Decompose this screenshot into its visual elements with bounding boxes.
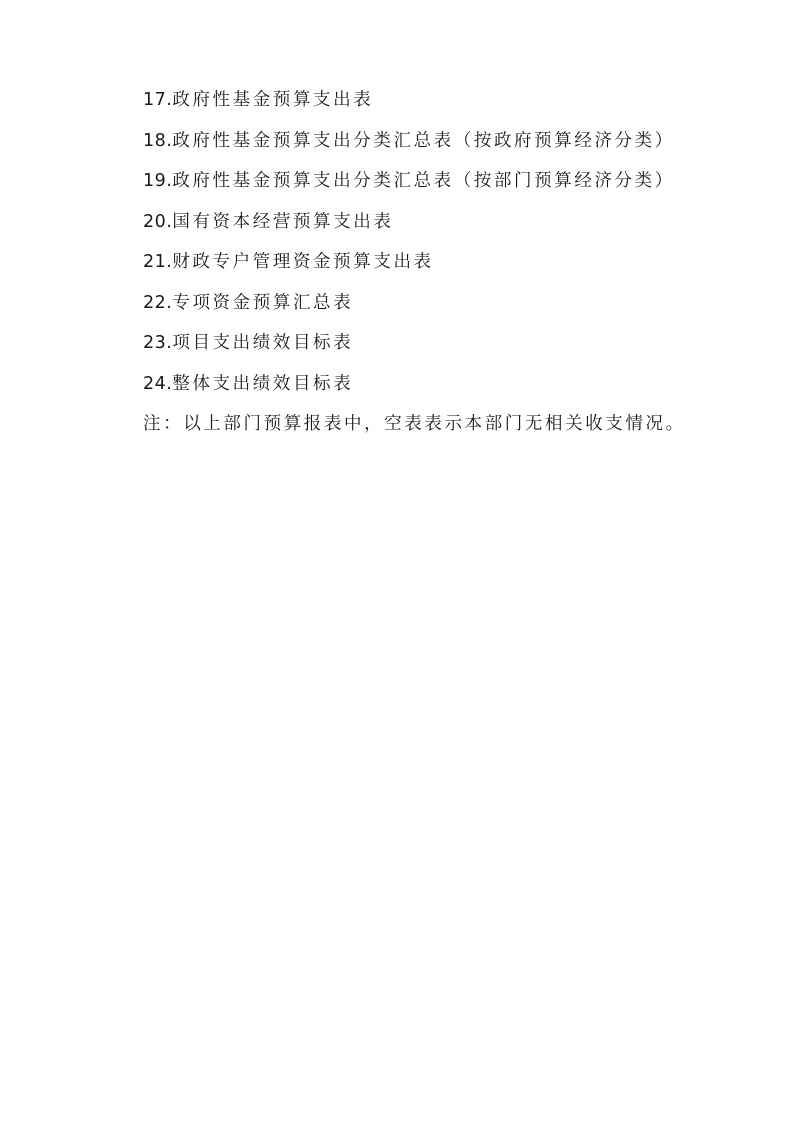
item-title: 国有资本经营预算支出表 xyxy=(172,211,394,232)
item-title: 整体支出绩效目标表 xyxy=(172,373,354,394)
list-item xyxy=(143,167,743,208)
item-number: 17. xyxy=(143,90,173,110)
item-title: 项目支出绩效目标表 xyxy=(172,333,354,353)
item-title: 政府性基金预算支出分类汇总表（按部门预算经济分类） xyxy=(172,171,675,191)
item-number: 23. xyxy=(143,333,173,353)
report-list xyxy=(143,86,743,451)
item-number: 20. xyxy=(143,211,173,232)
list-item xyxy=(143,86,743,127)
item-title: 政府性基金预算支出分类汇总表（按政府预算经济分类） xyxy=(172,130,675,151)
item-number: 21. xyxy=(143,252,173,272)
item-title: 专项资金预算汇总表 xyxy=(172,292,354,313)
item-number: 22. xyxy=(143,292,173,313)
item-number: 18. xyxy=(143,130,173,151)
list-item xyxy=(143,208,743,249)
list-item xyxy=(143,370,743,411)
list-item xyxy=(143,127,743,168)
list-item xyxy=(143,248,743,289)
item-title: 政府性基金预算支出表 xyxy=(172,90,374,110)
note-text: 注：以上部门预算报表中，空表表示本部门无相关收支情况。 xyxy=(143,414,686,434)
item-number: 24. xyxy=(143,373,173,394)
item-title: 财政专户管理资金预算支出表 xyxy=(172,252,434,272)
list-item xyxy=(143,329,743,370)
item-number: 19. xyxy=(143,171,173,191)
list-item xyxy=(143,289,743,330)
